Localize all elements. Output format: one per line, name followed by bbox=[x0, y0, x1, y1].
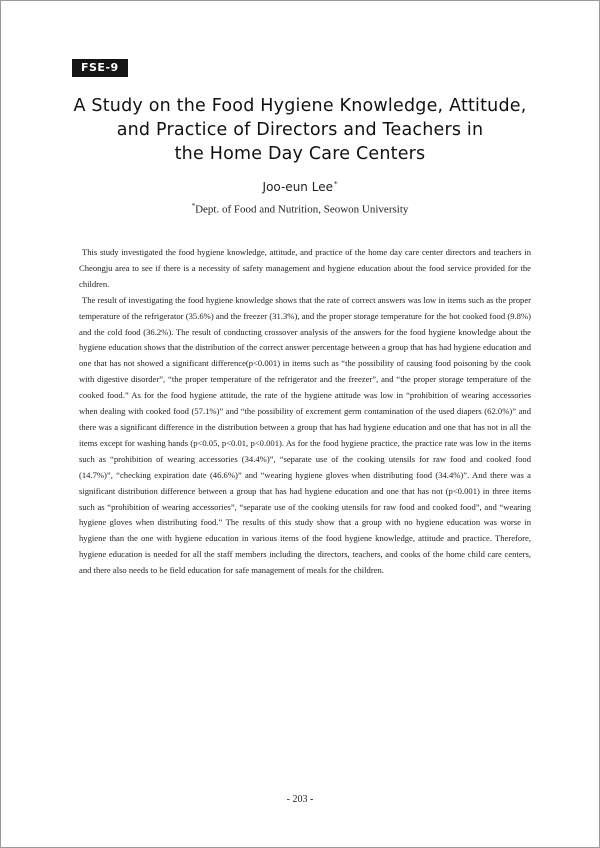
author-mark: * bbox=[333, 180, 338, 188]
abstract bbox=[79, 245, 531, 579]
affiliation bbox=[0, 202, 600, 216]
author bbox=[0, 180, 600, 194]
title-line: and Practice of Directors and Teachers in bbox=[116, 120, 484, 140]
abstract-paragraph: The result of investigating the food hygiene knowledge shows that the rate of correct answers was low in items such as the proper temperature of the refrigerator (35.6%) and the freezer (31.3%), and the proper storage temperature for the hot cooked food (9.8%) and the cold food (36.2%). The result of conducting crossover analysis of the answers for the food hygiene knowledge about the hygiene education shows that the distribution of the correct answer percentage between a group that has had hygiene education and one that has not showed a significant difference(p<0.001) in items such as “the possibility of causing food poisoning by the cook with digestive disorder”, “the proper temperature of the refrigerator and the freezer”, and “the proper storage temperature of the cooked food.” As for the food hygiene attitude, the rate of the hygiene attitude was low in “prohibition of wearing accessories when dealing with cooked food (57.1%)” and “the possibility of excrement germ contamination of the used diapers (62.0%)” and there was a significant difference in the distribution between a group that has had hygiene education and one that has not in all the items except for washing hands (p<0.05, p<0.01, p<0.001). As for the food hygiene practice, the practice rate was low in the items such as “prohibition of wearing accessories (34.4%)”, “separate use of the cooking utensils for raw food and cooked food (14.7%)”, “checking expiration date (46.6%)” and “wearing hygiene gloves when distributing food (34.4%)”. And there was a significant distribution difference between a group that has had hygiene education and one that has not (p<0.001) in three items such as “prohibition of wearing accessories”, “separate use of the cooking utensils for raw food and cooked food”, and “wearing hygiene gloves when distributing food.” The results of this study show that a group with no hygiene education was worse in hygiene than the one with hygiene education in various items of the food hygiene knowledge, attitude and practice. Therefore, hygiene education is needed for all the staff members including the directors, teachers, and cooks of the home child care centers, and there also needs to be field education for safe management of meals for the children. bbox=[79, 294, 531, 576]
title-line: A Study on the Food Hygiene Knowledge, Attitude, bbox=[73, 96, 527, 116]
page-number: - 203 - bbox=[286, 794, 314, 805]
abstract-paragraph: This study investigated the food hygiene knowledge, attitude, and practice of the home day care center directors and teachers in Cheongju area to see if there is a necessity of safety management and hygiene education about the food service provided for the children. bbox=[79, 247, 531, 289]
affiliation-text: Dept. of Food and Nutrition, Seowon University bbox=[195, 203, 409, 216]
paper-title bbox=[40, 94, 560, 166]
author-name: Joo-eun Lee bbox=[262, 180, 333, 194]
title-line: the Home Day Care Centers bbox=[174, 144, 426, 164]
session-badge: FSE-9 bbox=[72, 59, 128, 77]
affiliation-mark: * bbox=[191, 202, 196, 210]
